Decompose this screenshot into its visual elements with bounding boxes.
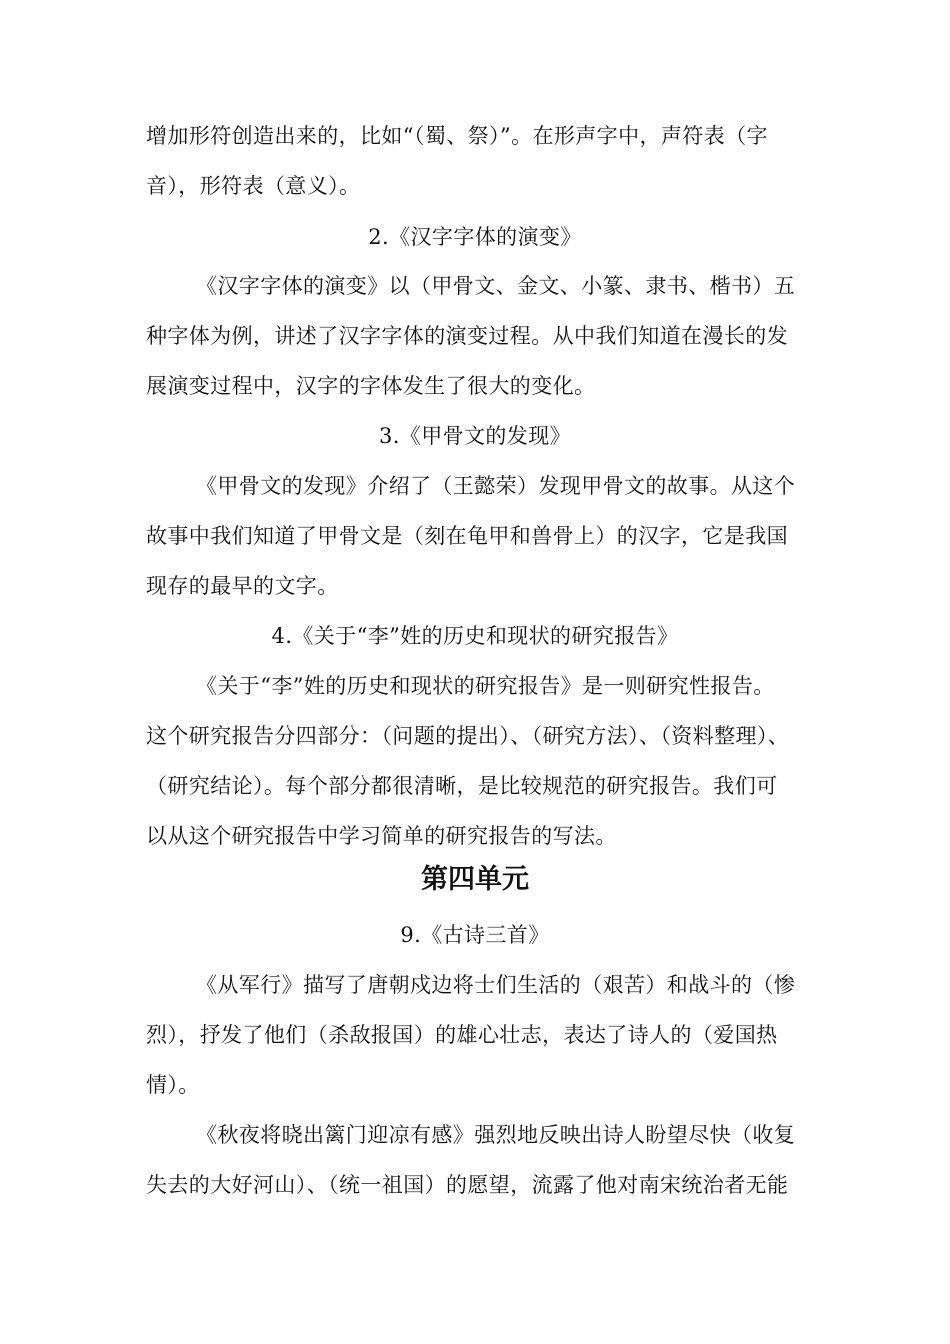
paragraph-line: （研究结论）。每个部分都很清晰，是比较规范的研究报告。我们可 xyxy=(146,774,778,798)
paragraph-line: 《关于“李”姓的历史和现状的研究报告》是一则研究性报告。 xyxy=(196,674,775,698)
paragraph-line: 增加形符创造出来的，比如“（蜀、祭）”。在形声字中，声符表（字 xyxy=(146,124,768,148)
section-heading: 4.《关于“李”姓的历史和现状的研究报告》 xyxy=(271,624,679,648)
paragraph-line: 烈），抒发了他们（杀敌报国）的雄心壮志，表达了诗人的（爱国热 xyxy=(146,1023,778,1047)
paragraph-line: 音），形符表（意义）。 xyxy=(146,174,361,198)
paragraph-line: 这个研究报告分四部分：（问题的提出）、（研究方法）、（资料整理）、 xyxy=(146,724,790,748)
paragraph-line: 现存的最早的文字。 xyxy=(146,574,339,598)
paragraph-line: 故事中我们知道了甲骨文是（刻在龟甲和兽骨上）的汉字，它是我国 xyxy=(146,524,788,548)
paragraph-line: 《从军行》描写了唐朝戍边将士们生活的（艰苦）和战斗的（惨 xyxy=(196,973,796,997)
paragraph-line: 《秋夜将晓出篱门迎凉有感》强烈地反映出诗人盼望尽快（收复 xyxy=(196,1123,796,1147)
paragraph-line: 种字体为例，讲述了汉字字体的演变过程。从中我们知道在漫长的发 xyxy=(146,324,788,348)
section-heading: 9.《古诗三首》 xyxy=(400,923,550,947)
paragraph-line: 《汉字字体的演变》以（甲骨文、金文、小篆、隶书、楷书）五 xyxy=(196,274,796,298)
section-heading: 3.《甲骨文的发现》 xyxy=(378,424,572,448)
paragraph-line: 情）。 xyxy=(146,1073,200,1097)
paragraph-line: 《甲骨文的发现》介绍了（王懿荣）发现甲骨文的故事。从这个 xyxy=(196,474,796,498)
paragraph-line: 展演变过程中，汉字的字体发生了很大的变化。 xyxy=(146,374,596,398)
paragraph-line: 以从这个研究报告中学习简单的研究报告的写法。 xyxy=(146,824,617,848)
section-heading: 2.《汉字字体的演变》 xyxy=(368,225,582,249)
paragraph-line: 失去的大好河山）、（统一祖国）的愿望，流露了他对南宋统治者无能 xyxy=(146,1173,789,1197)
unit-title: 第四单元 xyxy=(421,864,529,895)
